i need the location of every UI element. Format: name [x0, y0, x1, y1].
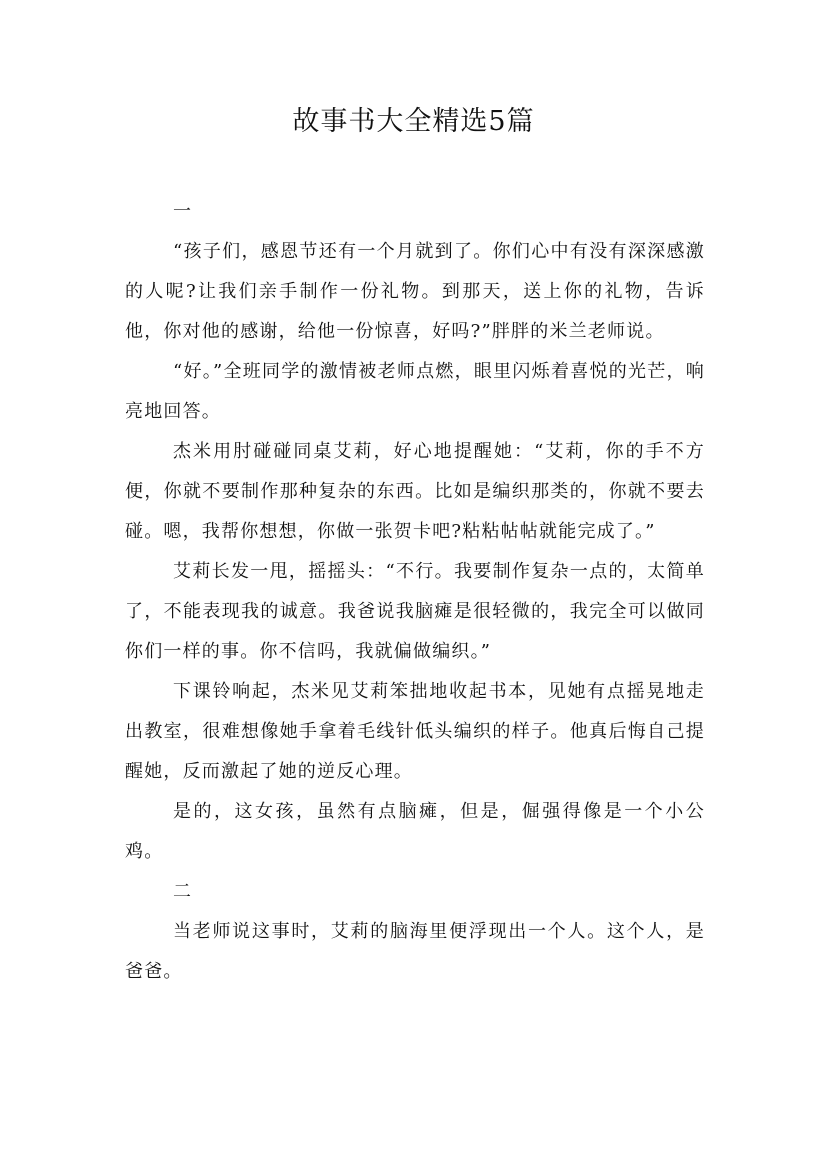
paragraph: 下课铃响起，杰米见艾莉笨拙地收起书本，见她有点摇晃地走出教室，很难想像她手拿着毛线针低头编织的样子。他真后悔自己提醒她，反而激起了她的逆反心理。: [125, 681, 705, 782]
paragraph: “孩子们，感恩节还有一个月就到了。你们心中有没有深深感激的人呢?让我们亲手制作一份礼物。到那天，送上你的礼物，告诉他，你对他的感谢，给他一份惊喜，好吗?”胖胖的米兰老师说。: [125, 241, 705, 342]
paragraph: “好。”全班同学的激情被老师点燃，眼里闪烁着喜悦的光芒，响亮地回答。: [125, 361, 705, 422]
paragraph: 杰米用肘碰碰同桌艾莉，好心地提醒她：“艾莉，你的手不方便，你就不要制作那种复杂的东西。比如是编织那类的，你就不要去碰。嗯，我帮你想想，你做一张贺卡吧?粘粘帖帖就能完成了。”: [125, 441, 705, 542]
section-heading: 一: [173, 201, 193, 222]
paragraph: 是的，这女孩，虽然有点脑瘫，但是，倔强得像是一个小公鸡。: [125, 801, 705, 862]
paragraph: 当老师说这事时，艾莉的脑海里便浮现出一个人。这个人，是爸爸。: [125, 921, 705, 982]
document-title: 故事书大全精选5篇: [292, 106, 535, 137]
document-body: [125, 192, 705, 992]
section-heading: 二: [173, 881, 193, 902]
paragraph: 艾莉长发一甩，摇摇头：“不行。我要制作复杂一点的，太简单了，不能表现我的诚意。我爸说我脑瘫是很轻微的，我完全可以做同你们一样的事。你不信吗，我就偏做编织。”: [125, 561, 705, 662]
